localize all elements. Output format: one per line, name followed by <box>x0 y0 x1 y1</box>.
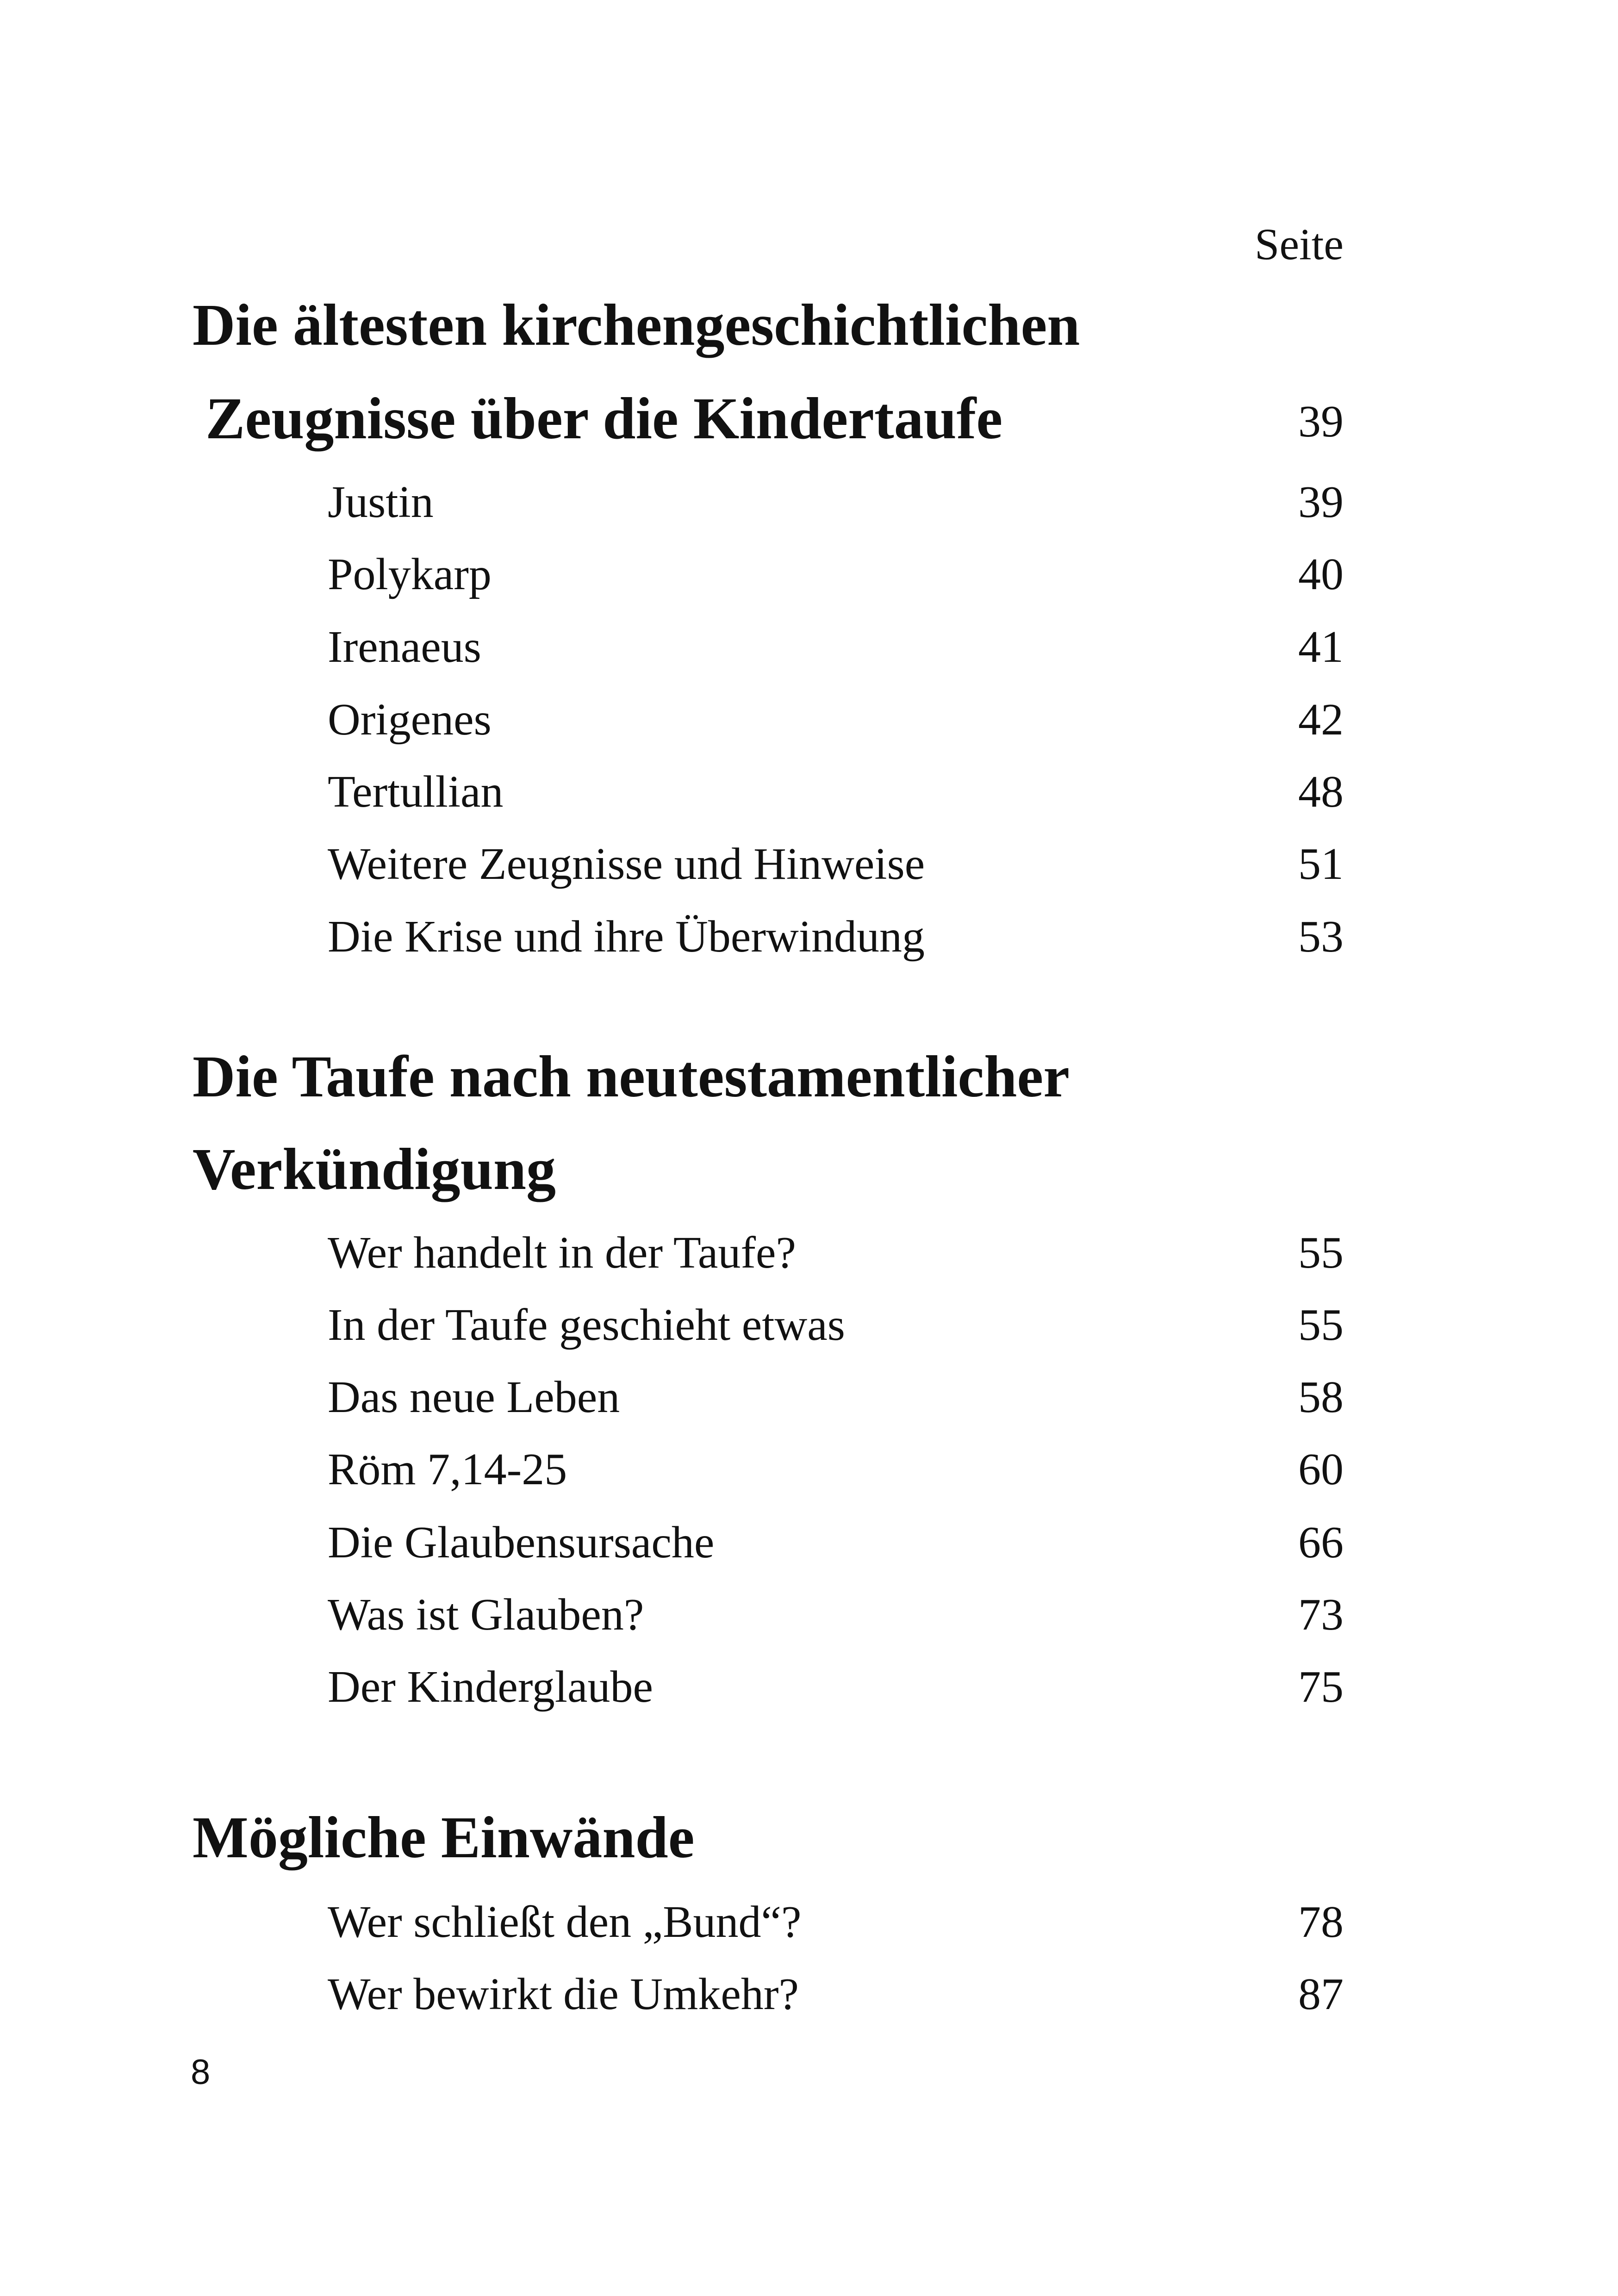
toc-entry <box>328 1592 1344 1643</box>
toc-entry-page: 55 <box>1298 1300 1344 1350</box>
toc-entry <box>328 479 1344 530</box>
toc-entry <box>328 1444 1344 1498</box>
section-2-title-line-1: Die Taufe nach neutestamentlicher <box>193 1044 1070 1109</box>
toc-entry-title: Die Glaubensursache <box>328 1518 715 1568</box>
toc-entry <box>328 769 1344 820</box>
toc-entry-title: Wer handelt in der Taufe? <box>328 1228 796 1278</box>
toc-entry <box>328 1230 1344 1281</box>
toc-entry-title: Röm 7,14-25 <box>328 1444 567 1494</box>
toc-entry <box>328 841 1344 892</box>
toc-entry-page: 48 <box>1298 767 1344 817</box>
toc-entry-title: Wer bewirkt die Umkehr? <box>328 1969 799 2019</box>
section-2-title-line-2: Verkündigung <box>193 1136 556 1202</box>
toc-entry-page: 40 <box>1298 549 1344 599</box>
toc-entry-title: Wer schließt den „Bund“? <box>328 1897 802 1947</box>
toc-entry <box>328 549 1344 603</box>
toc-entry <box>328 697 1344 748</box>
toc-entry-page: 41 <box>1298 622 1344 672</box>
section-3-title: Mögliche Einwände <box>193 1804 695 1870</box>
toc-entry-page: 87 <box>1298 1969 1344 2019</box>
toc-entry-title: Polykarp <box>328 549 492 599</box>
toc-entry-page: 60 <box>1298 1444 1344 1494</box>
toc-entry-title: Weitere Zeugnisse und Hinweise <box>328 839 925 889</box>
toc-entry-title: Justin <box>328 477 434 527</box>
toc-entry-title: Was ist Glauben? <box>328 1590 644 1640</box>
toc-entry-title: Origenes <box>328 695 492 745</box>
toc-entry <box>328 1372 1344 1425</box>
toc-entry <box>328 1302 1344 1353</box>
toc-entry-title: Der Kinderglaube <box>328 1662 653 1712</box>
toc-entry-title: In der Taufe geschieht etwas <box>328 1300 845 1350</box>
toc-entry <box>328 914 1344 965</box>
page-number: 8 <box>191 2053 211 2092</box>
toc-entry-page: 73 <box>1298 1590 1344 1640</box>
toc-entry-title: Irenaeus <box>328 622 481 672</box>
toc-entry-title: Das neue Leben <box>328 1372 620 1422</box>
toc-entry <box>328 1899 1344 1950</box>
toc-entry-page: 53 <box>1298 912 1344 962</box>
toc-entry <box>328 1664 1344 1715</box>
toc-entry-page: 39 <box>1298 477 1344 527</box>
toc-entry-title: Die Krise und ihre Überwindung <box>328 912 925 962</box>
section-1-page: 39 <box>1298 397 1344 447</box>
toc-entry <box>328 624 1344 675</box>
seite-column-label: Seite <box>1255 219 1344 269</box>
toc-entry-page: 75 <box>1298 1662 1344 1712</box>
toc-entry-page: 58 <box>1298 1372 1344 1422</box>
toc-entry-page: 42 <box>1298 695 1344 745</box>
toc-entry-page: 51 <box>1298 839 1344 889</box>
toc-entry <box>328 1520 1344 1571</box>
toc-entry <box>328 1969 1344 2022</box>
section-1-title-line-1: Die ältesten kirchengeschichtlichen <box>193 292 1080 358</box>
toc-entry-page: 55 <box>1298 1228 1344 1278</box>
toc-entry-title: Tertullian <box>328 767 504 817</box>
section-1-title-line-2: Zeugnisse über die Kindertaufe <box>205 386 1003 451</box>
toc-entry-page: 66 <box>1298 1518 1344 1568</box>
toc-entry-page: 78 <box>1298 1897 1344 1947</box>
